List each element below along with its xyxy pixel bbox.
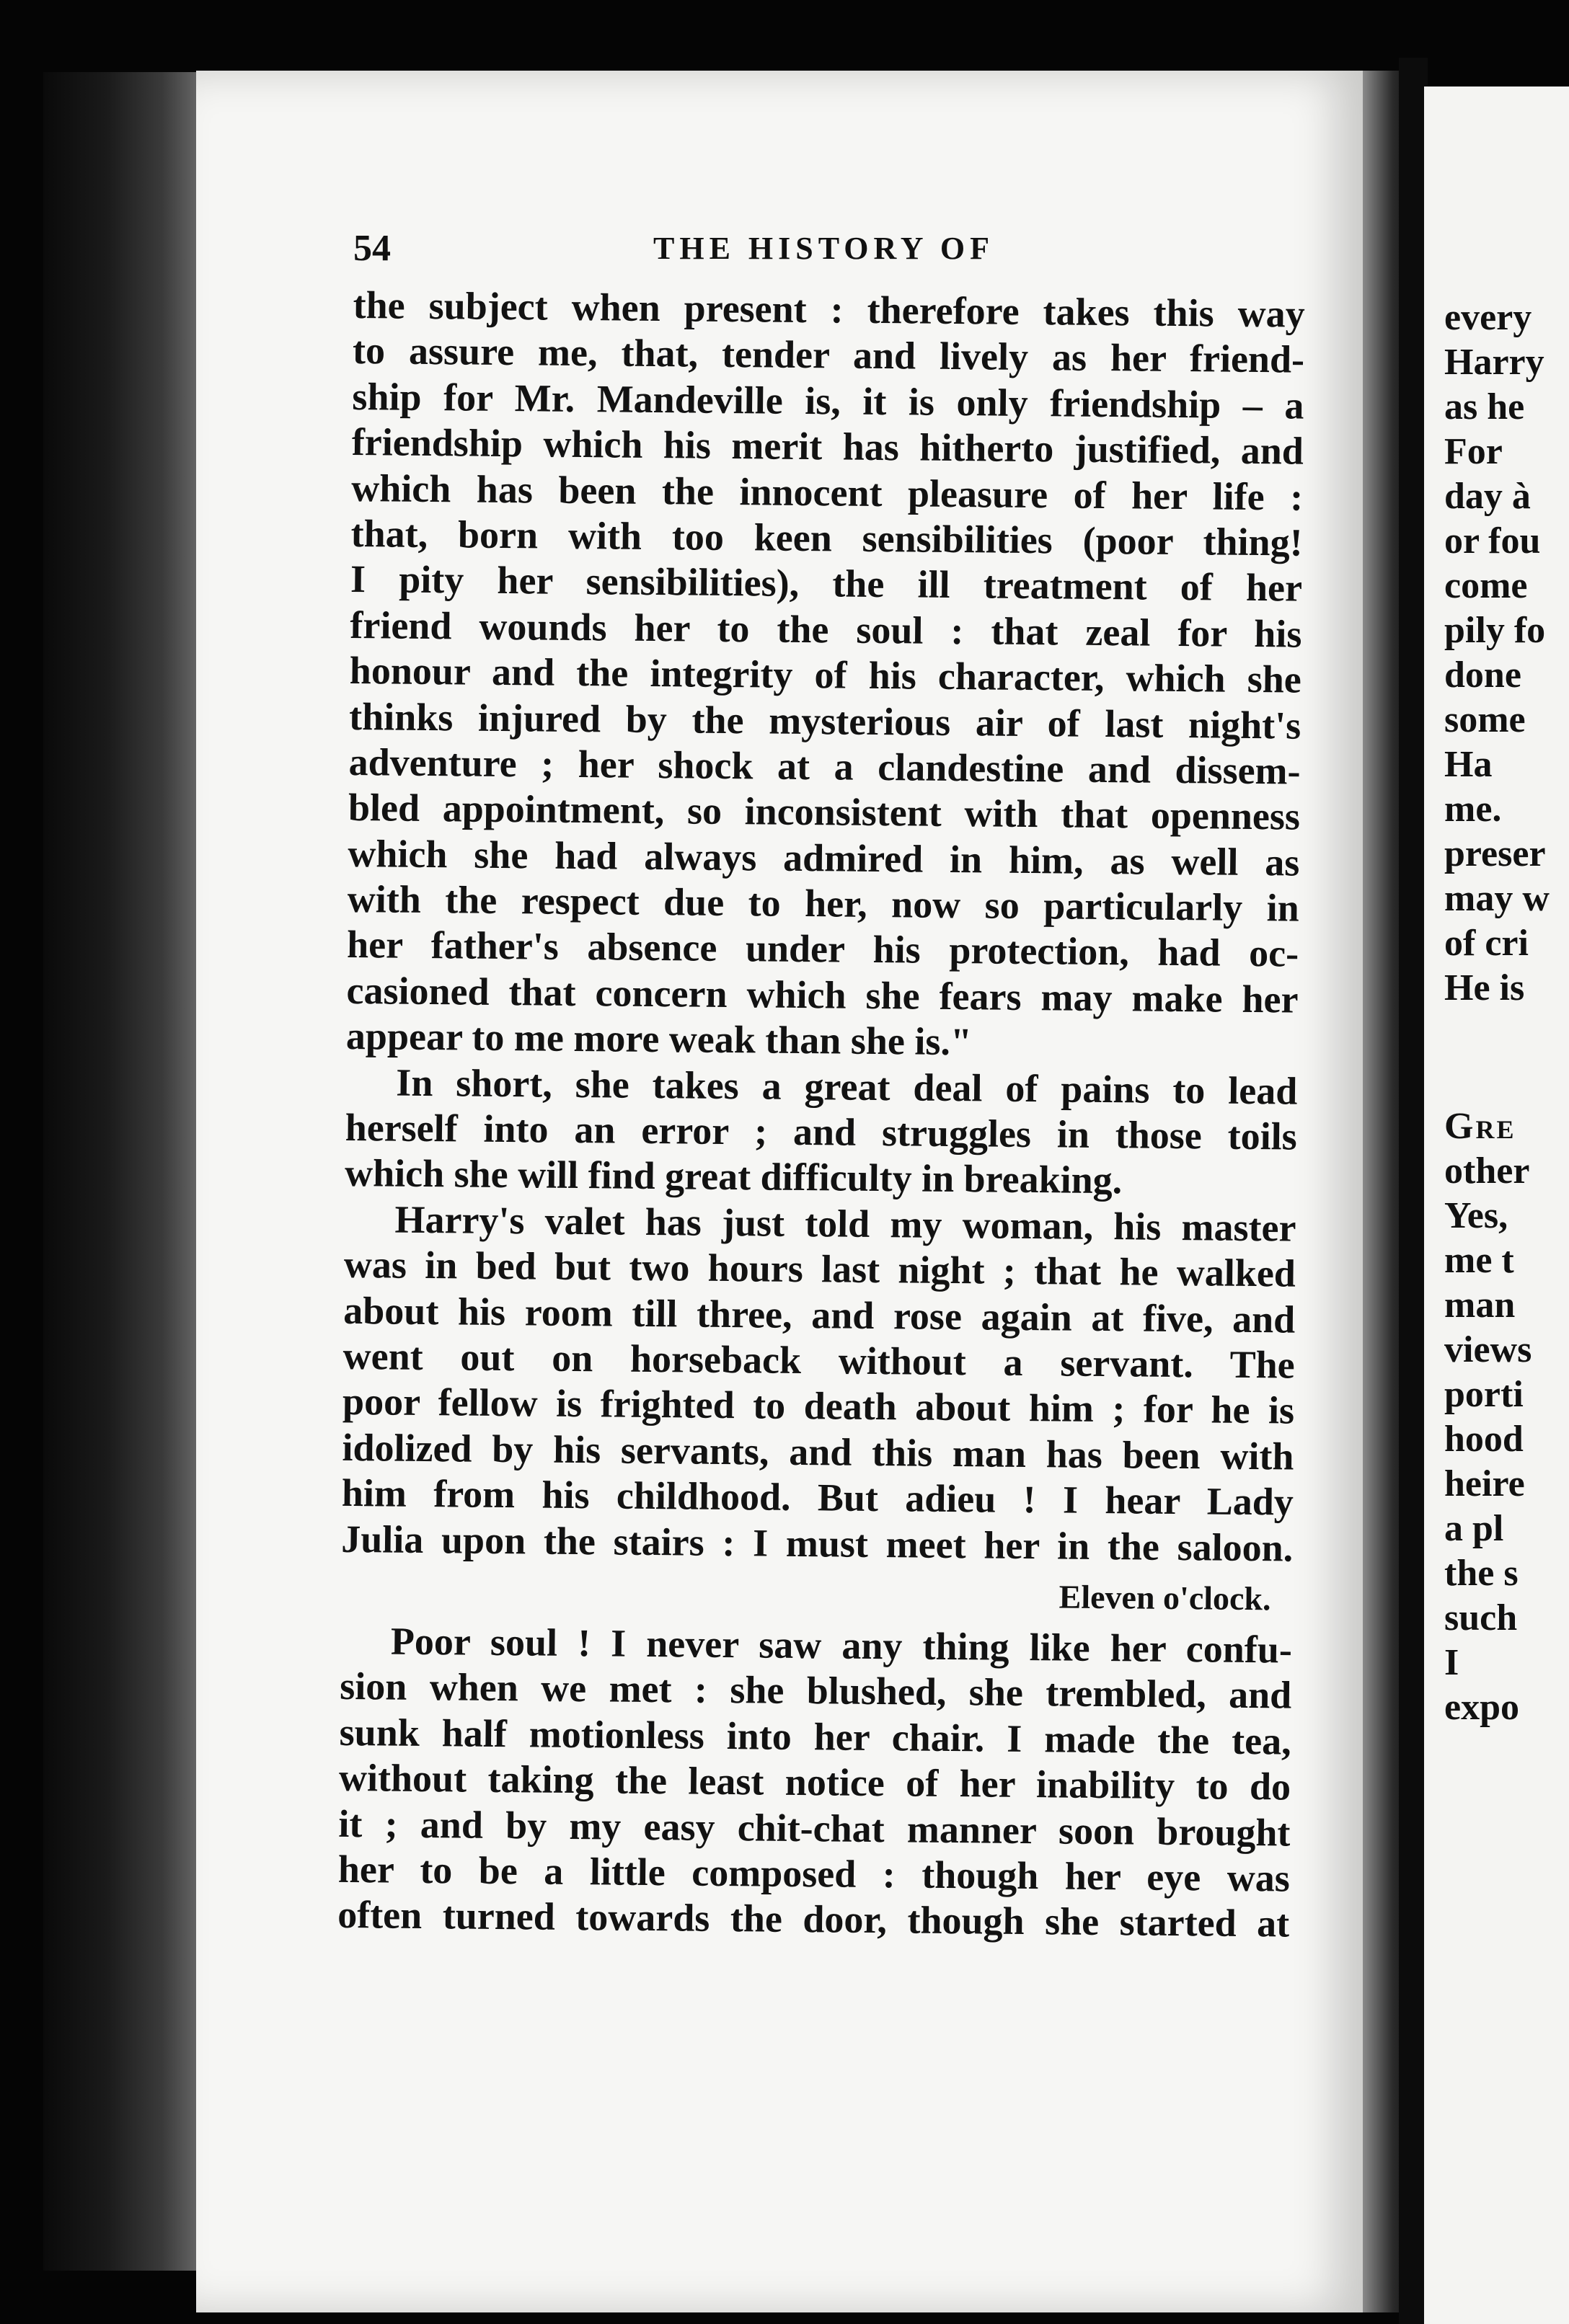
facing-text-line: pily fo: [1444, 610, 1546, 651]
facing-text-line: Yes,: [1444, 1195, 1508, 1236]
text-line: which she had always admired in him, as well as: [348, 831, 1300, 884]
facing-text-line: Harry: [1444, 342, 1544, 383]
text-line: went out on horseback without a servant. The: [342, 1334, 1295, 1387]
paragraph-start-line: In short, she takes a great deal of pains to lead: [396, 1060, 1298, 1113]
text-line: was in bed but two hours last night ; that he walked: [343, 1243, 1296, 1295]
text-line: idolized by his servants, and this man has been with: [342, 1425, 1294, 1478]
text-line: poor fellow is frighted to death about him ; for he is: [342, 1380, 1295, 1432]
facing-text-line: other: [1444, 1150, 1530, 1192]
facing-page-text: [1444, 296, 1569, 1730]
facing-text-line: every: [1444, 297, 1532, 338]
facing-text-line: porti: [1444, 1374, 1524, 1415]
facing-text-line: I: [1444, 1642, 1459, 1683]
text-line: appear to me more weak than she is.": [345, 1014, 973, 1064]
facing-text-line: of cri: [1444, 923, 1529, 964]
text-line: friendship which his merit has hitherto justified, and: [351, 420, 1304, 473]
facing-text-line: such: [1444, 1597, 1518, 1638]
facing-text-line: some: [1444, 699, 1526, 740]
text-line: about his room till three, and rose again at five, and: [343, 1288, 1296, 1341]
facing-section-gap: [1444, 1011, 1569, 1104]
paragraph-start-line: Harry's valet has just told my woman, his master: [394, 1197, 1296, 1250]
text-line: with the respect due to her, now so particularly in: [347, 877, 1300, 930]
text-line: the subject when present : therefore takes this way: [353, 283, 1305, 336]
facing-text-line: views: [1444, 1329, 1532, 1370]
facing-text-line: He is: [1444, 967, 1525, 1008]
facing-text-line: For: [1444, 431, 1503, 472]
text-line: her father's absence under his protection, had oc-: [346, 923, 1299, 976]
facing-text-line: expo: [1444, 1687, 1519, 1728]
facing-text-line: heire: [1444, 1463, 1525, 1504]
text-line: without taking the least notice of her inability to do: [338, 1756, 1291, 1809]
text-line: casioned that concern which she fears may make her: [346, 968, 1299, 1021]
facing-text-line: may w: [1444, 878, 1550, 919]
facing-text-line: Ha: [1444, 744, 1493, 785]
text-line: herself into an error ; and struggles in those toils: [345, 1105, 1297, 1158]
facing-text-line: hood: [1444, 1419, 1524, 1460]
time-heading: Eleven o'clock.: [1058, 1578, 1271, 1618]
facing-text-line: day à: [1444, 476, 1531, 517]
facing-text-line: done: [1444, 655, 1521, 696]
text-line: friend wounds her to the soul : that zeal for his: [350, 603, 1302, 656]
text-line: sunk half motionless into her chair. I made the tea,: [339, 1710, 1291, 1763]
text-line: I pity her sensibilities), the ill treatment of her: [350, 557, 1303, 610]
page-number: 54: [353, 228, 391, 269]
facing-text-line: come: [1444, 565, 1528, 606]
book-spine-shadow: [43, 72, 202, 2271]
facing-text-line: me t: [1444, 1240, 1514, 1281]
facing-text-line: a pl: [1444, 1508, 1504, 1549]
text-line: to assure me, that, tender and lively as her friend-: [352, 329, 1305, 382]
facing-text-line: me.: [1444, 789, 1502, 830]
book-gutter: [1399, 58, 1428, 2324]
text-line: ship for Mr. Mandeville is, it is only friendship – a: [352, 374, 1304, 427]
facing-text-line: the s: [1444, 1553, 1519, 1594]
text-line: which has been the innocent pleasure of her life :: [350, 466, 1304, 519]
text-line: thinks injured by the mysterious air of last night's: [348, 694, 1301, 748]
page-header: [353, 227, 1291, 278]
text-line: it ; and by my easy chit-chat manner soon brought: [338, 1801, 1291, 1855]
page-text: [337, 283, 1305, 1947]
text-line: honour and the integrity of his character, which she: [349, 649, 1302, 701]
running-title: THE HISTORY OF: [653, 231, 994, 266]
facing-text-line: or fou: [1444, 520, 1541, 562]
text-line: sion when we met : she blushed, she trembled, and: [340, 1664, 1292, 1717]
text-line: bled appointment, so inconsistent with that openness: [348, 786, 1301, 838]
text-line: adventure ; her shock at a clandestine and dissem-: [348, 740, 1301, 793]
facing-text-line: preser: [1444, 833, 1546, 874]
text-line: him from his childhood. But adieu ! I hear Lady: [341, 1471, 1294, 1524]
facing-text-line: man: [1444, 1285, 1516, 1326]
facing-page: [1424, 87, 1569, 2324]
text-line: which she will find great difficulty in breaking.: [344, 1151, 1123, 1202]
facing-text-line: as he: [1444, 386, 1525, 427]
paragraph-start-line: Poor soul ! I never saw any thing like her confu-: [390, 1619, 1293, 1672]
text-line: Julia upon the stairs : I must meet her in the saloon.: [340, 1517, 1294, 1570]
text-line: that, born with too keen sensibilities (poor thing!: [350, 511, 1303, 564]
text-line: often turned towards the door, though she started at: [337, 1893, 1290, 1946]
facing-letter-heading: Gre: [1444, 1106, 1516, 1147]
text-line: her to be a little composed : though her eye was: [337, 1847, 1291, 1900]
